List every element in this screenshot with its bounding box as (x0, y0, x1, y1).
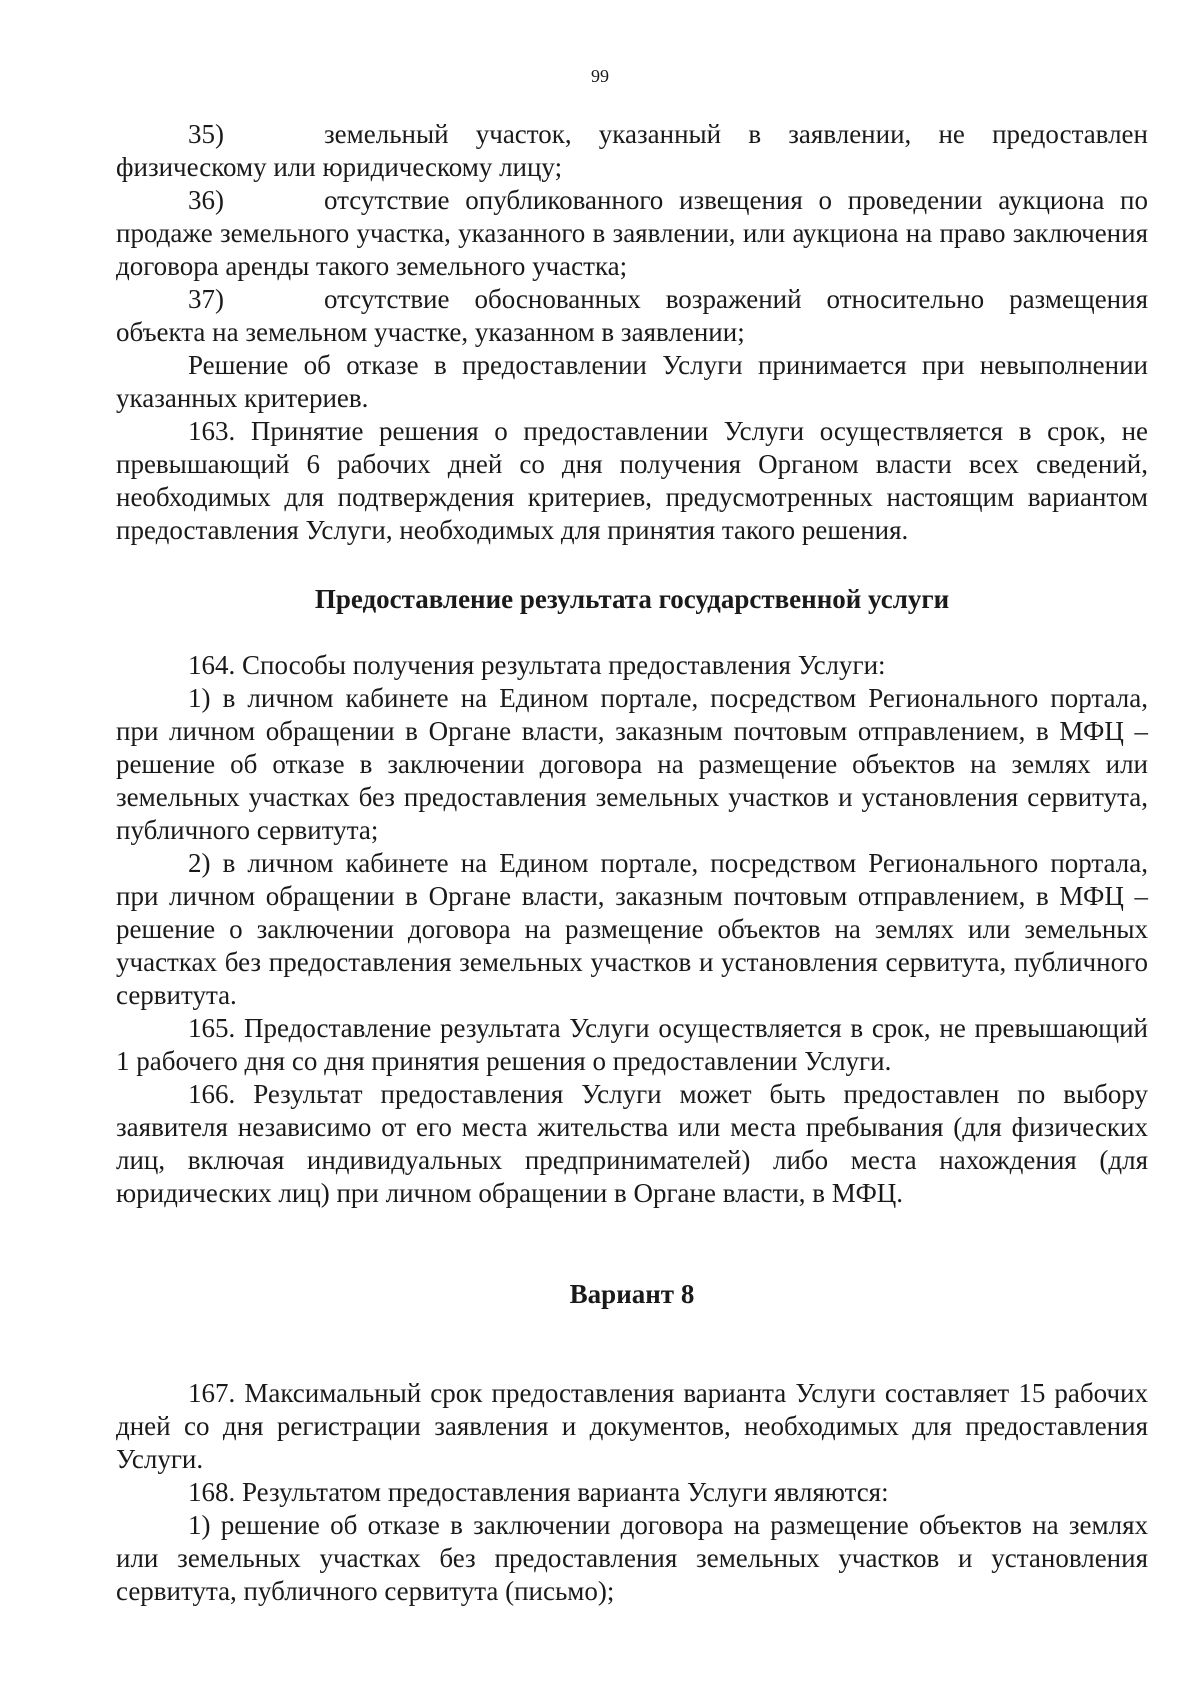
paragraph-166: 166. Результат предоставления Услуги может быть предоставлен по выбору заявителя независимо от его места жительства или места пребывания (для физических лиц, включая индивидуальных предпринимателей) либо места нахождения (для юридических лиц) при личном обращении в Органе власти, в МФЦ. (116, 1079, 1148, 1208)
list-item-text: отсутствие опубликованного извещения о проведении аукциона по продаже земельного участка, указанного в заявлении, или аукциона на право заключения договора аренды такого земельного участка; (116, 185, 1148, 281)
list-item-text: отсутствие обоснованных возражений относительно размещения объекта на земельном участке, указанном в заявлении; (116, 284, 1148, 347)
paragraph-refusal: Решение об отказе в предоставлении Услуги принимается при невыполнении указанных критериев. (116, 350, 1148, 413)
document-body (116, 118, 1148, 1608)
list-item-number: 37) (188, 284, 224, 314)
list-item-number: 35) (188, 119, 224, 149)
list-item-36 (116, 184, 1148, 283)
paragraph-164-2: 2) в личном кабинете на Едином портале, посредством Регионального портала, при личном обращении в Органе власти, заказным почтовым отправлением, в МФЦ – решение о заключении договора на размещение объектов на землях или земельных участках без предоставления земельных участков и установления сервитута, публичного сервитута. (116, 848, 1148, 1010)
list-item-37 (116, 283, 1148, 349)
page-number: 99 (591, 66, 609, 86)
list-item-text: земельный участок, указанный в заявлении, не предоставлен физическому или юридическому лицу; (116, 119, 1148, 182)
paragraph-168: 168. Результатом предоставления варианта Услуги являются: (188, 1477, 889, 1507)
section-heading-variant-8: Вариант 8 (569, 1279, 695, 1309)
paragraph-163: 163. Принятие решения о предоставлении Услуги осуществляется в срок, не превышающий 6 рабочих дней со дня получения Органом власти всех сведений, необходимых для подтверждения критериев, предусмотренных настоящим вариантом предоставления Услуги, необходимых для принятия такого решения. (116, 416, 1148, 545)
paragraph-165: 165. Предоставление результата Услуги осуществляется в срок, не превышающий 1 рабочего дня со дня принятия решения о предоставлении Услуги. (116, 1013, 1148, 1076)
list-item-number: 36) (188, 185, 224, 215)
section-heading-result: Предоставление результата государственной услуги (314, 584, 950, 614)
list-item-35 (116, 118, 1148, 184)
paragraph-167: 167. Максимальный срок предоставления варианта Услуги составляет 15 рабочих дней со дня регистрации заявления и документов, необходимых для предоставления Услуги. (116, 1378, 1148, 1474)
paragraph-168-1: 1) решение об отказе в заключении договора на размещение объектов на землях или земельных участках без предоставления земельных участков и установления сервитута, публичного сервитута (письмо); (116, 1510, 1148, 1606)
paragraph-164: 164. Способы получения результата предоставления Услуги: (188, 650, 886, 680)
paragraph-164-1: 1) в личном кабинете на Едином портале, посредством Регионального портала, при личном обращении в Органе власти, заказным почтовым отправлением, в МФЦ – решение об отказе в заключении договора на размещение объектов на землях или земельных участках без предоставления земельных участков и установления сервитута, публичного сервитута; (116, 683, 1148, 845)
